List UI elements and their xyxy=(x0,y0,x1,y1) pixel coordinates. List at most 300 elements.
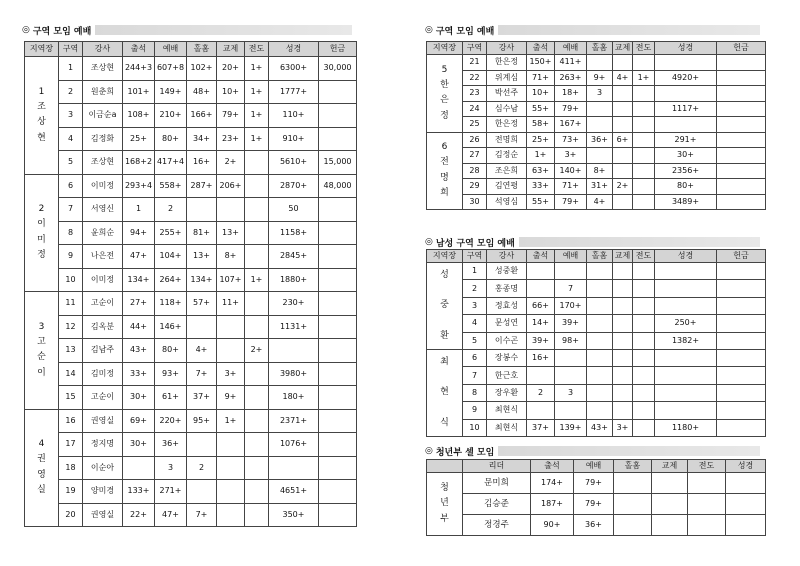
table-cell xyxy=(245,292,269,316)
table-cell: 2870+ xyxy=(269,174,319,198)
table-cell xyxy=(614,494,652,515)
table-cell xyxy=(655,402,717,419)
table-cell: 3 xyxy=(463,297,487,314)
table-cell: 23+ xyxy=(217,127,245,151)
column-header: 성경 xyxy=(655,42,717,55)
table-cell: 조상현 xyxy=(83,151,123,175)
left-section-title-text: 구역 모임 예배 xyxy=(32,26,92,37)
region-leader-char: 중 xyxy=(440,300,449,311)
table-cell: 95+ xyxy=(187,409,217,433)
table-cell: 7 xyxy=(463,367,487,384)
table-cell xyxy=(717,349,766,366)
region-leader-cell xyxy=(427,132,463,210)
table-cell: 1+ xyxy=(245,268,269,292)
column-header: 구역 xyxy=(463,42,487,55)
region-leader-char: 상 xyxy=(37,117,46,128)
table-cell xyxy=(245,221,269,245)
table-cell: 27 xyxy=(463,148,487,164)
table-row xyxy=(25,480,357,504)
leader-name: 문미희 xyxy=(463,473,531,494)
table-cell xyxy=(587,280,613,297)
table-cell: 심수남 xyxy=(487,101,527,117)
table-cell: 7+ xyxy=(187,503,217,527)
table-cell xyxy=(633,384,655,401)
table-cell: 293+4 xyxy=(123,174,155,198)
table-cell xyxy=(217,339,245,363)
table-cell xyxy=(555,402,587,419)
table-cell xyxy=(587,367,613,384)
table-cell xyxy=(652,515,688,536)
right-mid-section-title xyxy=(425,236,760,248)
region-leader-cell xyxy=(427,349,463,436)
table-cell xyxy=(587,297,613,314)
table-cell: 1 xyxy=(463,263,487,280)
table-cell xyxy=(217,433,245,457)
table-cell: 2+ xyxy=(613,179,633,195)
table-cell: 1382+ xyxy=(655,332,717,349)
table-row xyxy=(427,297,766,314)
table-cell: 9+ xyxy=(217,386,245,410)
table-cell: 150+ xyxy=(527,55,555,71)
bullet-icon: ◎ xyxy=(425,25,433,35)
region-leader-char: 전 xyxy=(440,157,449,168)
table-cell: 220+ xyxy=(155,409,187,433)
table-cell xyxy=(717,402,766,419)
table-cell xyxy=(633,117,655,133)
region-leader-char: 현 xyxy=(37,132,46,143)
table-cell xyxy=(319,268,357,292)
table-cell: 홍종명 xyxy=(487,280,527,297)
table-cell: 이미정 xyxy=(83,268,123,292)
table-row xyxy=(427,148,766,164)
region-leader-char: 정 xyxy=(440,110,449,121)
table-cell: 정지명 xyxy=(83,433,123,457)
right-top-section-title xyxy=(425,24,760,36)
table-cell: 140+ xyxy=(555,163,587,179)
table-cell: 43+ xyxy=(123,339,155,363)
table-cell: 2 xyxy=(463,280,487,297)
table-cell xyxy=(319,198,357,222)
table-cell xyxy=(319,104,357,128)
table-cell: 104+ xyxy=(155,245,187,269)
table-row xyxy=(25,433,357,457)
table-cell: 167+ xyxy=(555,117,587,133)
table-row xyxy=(427,367,766,384)
table-cell xyxy=(555,367,587,384)
table-cell xyxy=(319,386,357,410)
table-cell xyxy=(613,148,633,164)
table-row xyxy=(25,503,357,527)
table-cell: 16+ xyxy=(187,151,217,175)
table-cell: 2371+ xyxy=(269,409,319,433)
table-cell xyxy=(614,473,652,494)
table-cell: 93+ xyxy=(155,362,187,386)
table-cell xyxy=(187,433,217,457)
table-cell: 79+ xyxy=(574,473,614,494)
region-leader-cell xyxy=(25,174,59,292)
column-header: 홀홈 xyxy=(614,460,652,473)
table-cell: 4+ xyxy=(613,70,633,86)
table-cell: 8 xyxy=(463,384,487,401)
region-leader-char: 한 xyxy=(440,79,449,90)
youth-label-char: 년 xyxy=(440,498,449,509)
table-cell xyxy=(633,280,655,297)
region-leader-char xyxy=(427,401,462,416)
table-cell: 36+ xyxy=(574,515,614,536)
table-cell: 22+ xyxy=(123,503,155,527)
table-row xyxy=(25,198,357,222)
table-cell: 19 xyxy=(59,480,83,504)
table-cell xyxy=(613,349,633,366)
table-cell xyxy=(688,494,726,515)
table-cell xyxy=(717,332,766,349)
table-row xyxy=(427,117,766,133)
table-cell: 63+ xyxy=(527,163,555,179)
table-row xyxy=(25,245,357,269)
table-cell: 1+ xyxy=(245,57,269,81)
table-cell: 2+ xyxy=(245,339,269,363)
table-cell xyxy=(269,339,319,363)
column-header: 교제 xyxy=(652,460,688,473)
table-cell: 정효성 xyxy=(487,297,527,314)
left-section-title xyxy=(22,24,352,36)
table-cell xyxy=(587,315,613,332)
table-cell xyxy=(587,349,613,366)
table-row xyxy=(427,384,766,401)
table-cell: 9+ xyxy=(587,70,613,86)
table-cell: 4+ xyxy=(187,339,217,363)
column-header: 구역 xyxy=(59,42,83,57)
table-cell xyxy=(633,315,655,332)
table-cell xyxy=(717,280,766,297)
table-cell: 10+ xyxy=(217,80,245,104)
table-row xyxy=(427,132,766,148)
region-leader-cell xyxy=(427,263,463,350)
table-cell: 한은정 xyxy=(487,117,527,133)
table-cell: 2 xyxy=(527,384,555,401)
table-cell: 10+ xyxy=(527,86,555,102)
region-leader-char: 권 xyxy=(37,454,46,465)
region-leader-char xyxy=(427,370,462,385)
table-cell: 28 xyxy=(463,163,487,179)
table-row xyxy=(25,57,357,81)
table-cell: 5 xyxy=(59,151,83,175)
table-cell xyxy=(613,315,633,332)
table-cell: 윤희순 xyxy=(83,221,123,245)
leader-name: 김승준 xyxy=(463,494,531,515)
region-leader-char xyxy=(427,314,462,329)
bullet-icon: ◎ xyxy=(22,25,30,35)
table-cell: 79+ xyxy=(217,104,245,128)
table-cell xyxy=(633,402,655,419)
table-cell: 79+ xyxy=(555,194,587,210)
table-cell: 1+ xyxy=(245,104,269,128)
table-cell: 71+ xyxy=(555,179,587,195)
table-cell: 146+ xyxy=(155,315,187,339)
table-cell xyxy=(633,163,655,179)
table-cell xyxy=(245,362,269,386)
table-cell: 4+ xyxy=(587,194,613,210)
table-cell xyxy=(187,315,217,339)
left-attendance-table xyxy=(24,41,357,527)
table-cell: 11+ xyxy=(217,292,245,316)
table-cell: 22 xyxy=(463,70,487,86)
table-cell: 10 xyxy=(59,268,83,292)
table-cell: 107+ xyxy=(217,268,245,292)
table-cell: 3+ xyxy=(613,419,633,436)
table-cell xyxy=(655,384,717,401)
table-cell: 조상현 xyxy=(83,57,123,81)
table-cell: 80+ xyxy=(155,127,187,151)
column-header: 예배 xyxy=(555,250,587,263)
table-cell xyxy=(245,503,269,527)
table-cell: 17 xyxy=(59,433,83,457)
table-cell: 나은전 xyxy=(83,245,123,269)
table-cell xyxy=(217,503,245,527)
table-cell: 11 xyxy=(59,292,83,316)
table-cell xyxy=(319,339,357,363)
column-header: 출석 xyxy=(123,42,155,57)
table-cell xyxy=(587,263,613,280)
table-cell: 37+ xyxy=(527,419,555,436)
table-row xyxy=(427,101,766,117)
table-cell: 8+ xyxy=(587,163,613,179)
right-top-section-title-text: 구역 모임 예배 xyxy=(435,26,495,37)
table-row xyxy=(427,494,766,515)
table-cell xyxy=(633,419,655,436)
table-cell: 권영실 xyxy=(83,409,123,433)
table-cell: 36+ xyxy=(155,433,187,457)
table-cell: 13 xyxy=(59,339,83,363)
youth-section-title xyxy=(425,445,760,457)
title-bar xyxy=(498,25,760,35)
table-cell: 66+ xyxy=(527,297,555,314)
table-cell xyxy=(655,280,717,297)
table-cell xyxy=(613,101,633,117)
table-cell: 문성연 xyxy=(487,315,527,332)
table-cell: 6 xyxy=(463,349,487,366)
table-cell: 187+ xyxy=(531,494,574,515)
table-cell xyxy=(633,101,655,117)
table-cell: 31+ xyxy=(587,179,613,195)
table-cell xyxy=(633,55,655,71)
table-cell xyxy=(613,55,633,71)
table-cell: 30,000 xyxy=(319,57,357,81)
column-header: 홀홈 xyxy=(587,250,613,263)
table-cell xyxy=(319,433,357,457)
table-cell xyxy=(319,362,357,386)
table-row xyxy=(427,515,766,536)
table-cell: 287+ xyxy=(187,174,217,198)
table-cell: 250+ xyxy=(655,315,717,332)
table-cell: 910+ xyxy=(269,127,319,151)
table-cell: 166+ xyxy=(187,104,217,128)
table-cell: 권영실 xyxy=(83,503,123,527)
region-leader-char: 미 xyxy=(37,234,46,245)
table-row xyxy=(427,179,766,195)
table-cell: 9 xyxy=(463,402,487,419)
table-cell: 108+ xyxy=(123,104,155,128)
column-header: 강사 xyxy=(487,250,527,263)
table-cell: 80+ xyxy=(655,179,717,195)
table-cell xyxy=(587,117,613,133)
column-header: 예배 xyxy=(574,460,614,473)
table-cell: 김정화 xyxy=(83,127,123,151)
table-row xyxy=(25,268,357,292)
table-cell: 57+ xyxy=(187,292,217,316)
table-cell: 263+ xyxy=(555,70,587,86)
table-cell xyxy=(717,179,766,195)
table-row xyxy=(427,332,766,349)
table-cell xyxy=(245,433,269,457)
table-cell xyxy=(319,292,357,316)
table-cell xyxy=(717,148,766,164)
table-cell xyxy=(527,402,555,419)
table-cell: 18+ xyxy=(555,86,587,102)
table-cell xyxy=(655,86,717,102)
region-leader-char: 고 xyxy=(37,336,46,347)
table-cell: 21 xyxy=(463,55,487,71)
table-cell: 80+ xyxy=(155,339,187,363)
table-cell xyxy=(613,263,633,280)
table-cell xyxy=(614,515,652,536)
table-cell: 4 xyxy=(463,315,487,332)
region-leader-char: 정 xyxy=(37,250,46,261)
region-leader-char: 1 xyxy=(38,86,45,97)
table-cell: 이수곤 xyxy=(487,332,527,349)
table-row xyxy=(25,315,357,339)
table-cell: 9 xyxy=(59,245,83,269)
table-cell: 3 xyxy=(587,86,613,102)
column-header: 헌금 xyxy=(717,250,766,263)
column-header: 구역 xyxy=(463,250,487,263)
table-cell: 4920+ xyxy=(655,70,717,86)
youth-section-title-text: 청년부 셀 모임 xyxy=(435,447,495,458)
table-cell: 291+ xyxy=(655,132,717,148)
table-cell xyxy=(587,332,613,349)
table-row xyxy=(427,473,766,494)
table-cell: 최현식 xyxy=(487,419,527,436)
table-cell: 50 xyxy=(269,198,319,222)
table-cell xyxy=(613,194,633,210)
table-cell xyxy=(655,367,717,384)
region-leader-cell xyxy=(25,409,59,527)
table-cell: 37+ xyxy=(187,386,217,410)
column-header: 홀홈 xyxy=(187,42,217,57)
table-cell: 110+ xyxy=(269,104,319,128)
table-cell: 석영심 xyxy=(487,194,527,210)
column-header: 전도 xyxy=(633,42,655,55)
table-cell: 36+ xyxy=(587,132,613,148)
table-cell xyxy=(245,198,269,222)
title-bar xyxy=(498,446,760,456)
table-cell: 79+ xyxy=(555,101,587,117)
column-header: 예배 xyxy=(155,42,187,57)
region-leader-cell xyxy=(25,292,59,410)
table-cell: 607+8 xyxy=(155,57,187,81)
table-cell: 14 xyxy=(59,362,83,386)
table-cell: 174+ xyxy=(531,473,574,494)
table-cell: 1+ xyxy=(633,70,655,86)
table-cell xyxy=(245,245,269,269)
table-cell xyxy=(717,163,766,179)
table-cell: 48,000 xyxy=(319,174,357,198)
region-leader-char: 현 xyxy=(440,387,449,398)
table-cell xyxy=(217,198,245,222)
table-cell xyxy=(245,480,269,504)
title-bar xyxy=(95,25,352,35)
table-cell xyxy=(717,315,766,332)
table-cell: 48+ xyxy=(187,80,217,104)
table-cell: 27+ xyxy=(123,292,155,316)
table-cell xyxy=(726,515,766,536)
table-cell: 411+ xyxy=(555,55,587,71)
table-cell: 한은정 xyxy=(487,55,527,71)
table-cell: 3 xyxy=(555,384,587,401)
table-cell xyxy=(633,132,655,148)
table-cell: 30+ xyxy=(123,386,155,410)
table-cell xyxy=(245,409,269,433)
table-cell: 47+ xyxy=(155,503,187,527)
table-cell: 양미경 xyxy=(83,480,123,504)
table-cell: 25+ xyxy=(527,132,555,148)
table-cell xyxy=(555,263,587,280)
table-cell xyxy=(633,263,655,280)
table-cell: 26 xyxy=(463,132,487,148)
table-cell: 149+ xyxy=(155,80,187,104)
column-header: 성경 xyxy=(655,250,717,263)
table-cell xyxy=(633,297,655,314)
table-cell xyxy=(187,480,217,504)
table-row xyxy=(25,362,357,386)
region-leader-char: 실 xyxy=(37,485,46,496)
table-cell xyxy=(587,148,613,164)
table-cell xyxy=(717,86,766,102)
table-cell: 이금순a xyxy=(83,104,123,128)
table-cell: 350+ xyxy=(269,503,319,527)
table-row xyxy=(427,86,766,102)
table-cell: 7 xyxy=(555,280,587,297)
table-cell: 김정순 xyxy=(487,148,527,164)
table-row xyxy=(427,402,766,419)
table-cell: 1 xyxy=(123,198,155,222)
table-cell: 1 xyxy=(59,57,83,81)
table-row xyxy=(427,163,766,179)
region-leader-char: 최 xyxy=(440,356,449,367)
table-row xyxy=(427,70,766,86)
table-cell xyxy=(245,174,269,198)
column-header: 교제 xyxy=(613,42,633,55)
table-row xyxy=(25,174,357,198)
column-header-blank xyxy=(427,460,463,473)
table-cell: 79+ xyxy=(574,494,614,515)
table-cell: 6300+ xyxy=(269,57,319,81)
table-cell: 4 xyxy=(59,127,83,151)
region-leader-char: 은 xyxy=(440,95,449,106)
column-header: 전도 xyxy=(633,250,655,263)
table-cell: 244+3 xyxy=(123,57,155,81)
table-cell: 3980+ xyxy=(269,362,319,386)
table-cell xyxy=(655,263,717,280)
table-cell: 7 xyxy=(59,198,83,222)
table-cell xyxy=(613,163,633,179)
table-cell xyxy=(717,132,766,148)
table-cell xyxy=(527,280,555,297)
table-row xyxy=(25,221,357,245)
table-cell xyxy=(217,456,245,480)
table-cell: 8+ xyxy=(217,245,245,269)
table-cell xyxy=(245,386,269,410)
